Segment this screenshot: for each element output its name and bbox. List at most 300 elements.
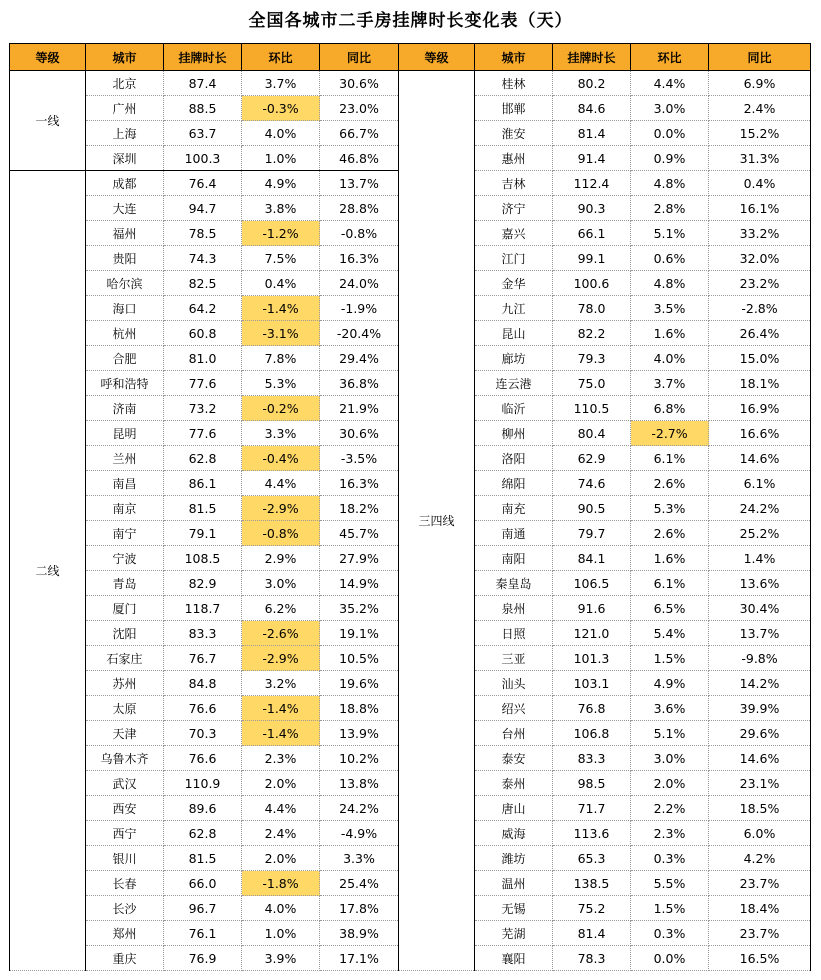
mom-cell: 3.6% bbox=[631, 696, 709, 721]
listing-days-cell: 84.1 bbox=[553, 546, 631, 571]
city-cell: 吉林 bbox=[475, 171, 553, 196]
city-cell: 泉州 bbox=[475, 596, 553, 621]
city-cell: 杭州 bbox=[86, 321, 164, 346]
city-cell: 呼和浩特 bbox=[86, 371, 164, 396]
city-cell: 洛阳 bbox=[475, 446, 553, 471]
mom-cell: 6.1% bbox=[631, 571, 709, 596]
city-cell: 邯郸 bbox=[475, 96, 553, 121]
yoy-cell: 6.9% bbox=[709, 71, 811, 96]
listing-days-cell: 94.7 bbox=[164, 196, 242, 221]
yoy-cell: 23.7% bbox=[709, 921, 811, 946]
yoy-cell: 16.1% bbox=[709, 196, 811, 221]
left-table bbox=[9, 43, 399, 971]
yoy-cell: 32.0% bbox=[709, 246, 811, 271]
mom-cell: 2.3% bbox=[242, 746, 320, 771]
city-cell: 深圳 bbox=[86, 146, 164, 171]
city-cell: 江门 bbox=[475, 246, 553, 271]
yoy-cell: 19.1% bbox=[320, 621, 399, 646]
city-cell: 银川 bbox=[86, 846, 164, 871]
city-cell: 合肥 bbox=[86, 346, 164, 371]
listing-days-cell: 82.9 bbox=[164, 571, 242, 596]
listing-days-cell: 74.6 bbox=[553, 471, 631, 496]
yoy-cell: 15.0% bbox=[709, 346, 811, 371]
listing-days-cell: 118.7 bbox=[164, 596, 242, 621]
city-cell: 桂林 bbox=[475, 71, 553, 96]
yoy-cell: 23.0% bbox=[320, 96, 399, 121]
listing-days-cell: 78.3 bbox=[553, 946, 631, 971]
yoy-cell: 21.9% bbox=[320, 396, 399, 421]
city-cell: 西宁 bbox=[86, 821, 164, 846]
header-yoy: 同比 bbox=[709, 44, 811, 71]
city-cell: 大连 bbox=[86, 196, 164, 221]
mom-cell: 1.6% bbox=[631, 321, 709, 346]
city-cell: 上海 bbox=[86, 121, 164, 146]
city-cell: 南京 bbox=[86, 496, 164, 521]
listing-days-cell: 81.5 bbox=[164, 846, 242, 871]
city-cell: 连云港 bbox=[475, 371, 553, 396]
mom-cell: 1.5% bbox=[631, 646, 709, 671]
yoy-cell: 24.0% bbox=[320, 271, 399, 296]
mom-cell: 2.0% bbox=[631, 771, 709, 796]
level-cell: 二线 bbox=[10, 171, 86, 971]
listing-days-cell: 88.5 bbox=[164, 96, 242, 121]
city-cell: 长沙 bbox=[86, 896, 164, 921]
listing-days-cell: 65.3 bbox=[553, 846, 631, 871]
yoy-cell: 6.1% bbox=[709, 471, 811, 496]
mom-cell: 2.0% bbox=[242, 846, 320, 871]
mom-cell: -1.4% bbox=[242, 721, 320, 746]
listing-days-cell: 75.2 bbox=[553, 896, 631, 921]
listing-days-cell: 101.3 bbox=[553, 646, 631, 671]
listing-days-cell: 86.1 bbox=[164, 471, 242, 496]
listing-days-cell: 87.4 bbox=[164, 71, 242, 96]
listing-days-cell: 100.3 bbox=[164, 146, 242, 171]
yoy-cell: 36.8% bbox=[320, 371, 399, 396]
mom-cell: -1.8% bbox=[242, 871, 320, 896]
listing-days-cell: 90.3 bbox=[553, 196, 631, 221]
mom-cell: -1.4% bbox=[242, 296, 320, 321]
listing-days-cell: 79.3 bbox=[553, 346, 631, 371]
listing-days-cell: 62.9 bbox=[553, 446, 631, 471]
yoy-cell: 3.3% bbox=[320, 846, 399, 871]
mom-cell: 2.9% bbox=[242, 546, 320, 571]
mom-cell: 2.0% bbox=[242, 771, 320, 796]
mom-cell: 3.9% bbox=[242, 946, 320, 971]
yoy-cell: 14.2% bbox=[709, 671, 811, 696]
yoy-cell: 45.7% bbox=[320, 521, 399, 546]
city-cell: 日照 bbox=[475, 621, 553, 646]
mom-cell: -0.2% bbox=[242, 396, 320, 421]
city-cell: 青岛 bbox=[86, 571, 164, 596]
city-cell: 柳州 bbox=[475, 421, 553, 446]
mom-cell: -0.8% bbox=[242, 521, 320, 546]
listing-days-cell: 83.3 bbox=[553, 746, 631, 771]
mom-cell: -3.1% bbox=[242, 321, 320, 346]
mom-cell: 3.5% bbox=[631, 296, 709, 321]
listing-days-cell: 79.7 bbox=[553, 521, 631, 546]
city-cell: 郑州 bbox=[86, 921, 164, 946]
listing-days-cell: 76.7 bbox=[164, 646, 242, 671]
mom-cell: 5.1% bbox=[631, 221, 709, 246]
mom-cell: 4.8% bbox=[631, 271, 709, 296]
yoy-cell: 23.7% bbox=[709, 871, 811, 896]
yoy-cell: 13.7% bbox=[709, 621, 811, 646]
mom-cell: 2.2% bbox=[631, 796, 709, 821]
header-listing-days: 挂牌时长 bbox=[553, 44, 631, 71]
listing-days-cell: 80.4 bbox=[553, 421, 631, 446]
yoy-cell: 38.9% bbox=[320, 921, 399, 946]
city-cell: 三亚 bbox=[475, 646, 553, 671]
listing-days-cell: 98.5 bbox=[553, 771, 631, 796]
yoy-cell: 13.9% bbox=[320, 721, 399, 746]
header-city: 城市 bbox=[475, 44, 553, 71]
yoy-cell: 29.6% bbox=[709, 721, 811, 746]
mom-cell: 4.9% bbox=[242, 171, 320, 196]
mom-cell: 4.8% bbox=[631, 171, 709, 196]
yoy-cell: 23.2% bbox=[709, 271, 811, 296]
listing-days-cell: 64.2 bbox=[164, 296, 242, 321]
yoy-cell: 30.6% bbox=[320, 421, 399, 446]
mom-cell: 3.0% bbox=[242, 571, 320, 596]
listing-days-cell: 110.9 bbox=[164, 771, 242, 796]
yoy-cell: 18.5% bbox=[709, 796, 811, 821]
city-cell: 金华 bbox=[475, 271, 553, 296]
yoy-cell: 15.2% bbox=[709, 121, 811, 146]
city-cell: 沈阳 bbox=[86, 621, 164, 646]
yoy-cell: -0.8% bbox=[320, 221, 399, 246]
mom-cell: 5.3% bbox=[242, 371, 320, 396]
mom-cell: 2.3% bbox=[631, 821, 709, 846]
city-cell: 绍兴 bbox=[475, 696, 553, 721]
level-cell: 一线 bbox=[10, 71, 86, 171]
city-cell: 海口 bbox=[86, 296, 164, 321]
mom-cell: 3.0% bbox=[631, 96, 709, 121]
mom-cell: 2.6% bbox=[631, 471, 709, 496]
mom-cell: 3.7% bbox=[631, 371, 709, 396]
yoy-cell: 10.5% bbox=[320, 646, 399, 671]
city-cell: 石家庄 bbox=[86, 646, 164, 671]
city-cell: 宁波 bbox=[86, 546, 164, 571]
listing-days-cell: 76.6 bbox=[164, 746, 242, 771]
page-title: 全国各城市二手房挂牌时长变化表（天） bbox=[248, 11, 573, 31]
yoy-cell: 14.6% bbox=[709, 446, 811, 471]
city-cell: 重庆 bbox=[86, 946, 164, 971]
listing-days-cell: 138.5 bbox=[553, 871, 631, 896]
city-cell: 南通 bbox=[475, 521, 553, 546]
yoy-cell: -1.9% bbox=[320, 296, 399, 321]
yoy-cell: 31.3% bbox=[709, 146, 811, 171]
city-cell: 无锡 bbox=[475, 896, 553, 921]
city-cell: 南宁 bbox=[86, 521, 164, 546]
header-level: 等级 bbox=[399, 44, 475, 71]
mom-cell: 0.3% bbox=[631, 846, 709, 871]
table-header-row bbox=[399, 44, 811, 71]
city-cell: 台州 bbox=[475, 721, 553, 746]
listing-days-cell: 121.0 bbox=[553, 621, 631, 646]
city-cell: 绵阳 bbox=[475, 471, 553, 496]
city-cell: 芜湖 bbox=[475, 921, 553, 946]
mom-cell: 3.0% bbox=[631, 746, 709, 771]
mom-cell: 0.9% bbox=[631, 146, 709, 171]
listing-days-cell: 82.2 bbox=[553, 321, 631, 346]
yoy-cell: 66.7% bbox=[320, 121, 399, 146]
mom-cell: 5.5% bbox=[631, 871, 709, 896]
yoy-cell: 25.2% bbox=[709, 521, 811, 546]
city-cell: 成都 bbox=[86, 171, 164, 196]
yoy-cell: 0.4% bbox=[709, 171, 811, 196]
city-cell: 昆山 bbox=[475, 321, 553, 346]
yoy-cell: 1.4% bbox=[709, 546, 811, 571]
yoy-cell: -4.9% bbox=[320, 821, 399, 846]
listing-days-cell: 106.8 bbox=[553, 721, 631, 746]
listing-days-cell: 74.3 bbox=[164, 246, 242, 271]
city-cell: 九江 bbox=[475, 296, 553, 321]
city-cell: 南充 bbox=[475, 496, 553, 521]
city-cell: 嘉兴 bbox=[475, 221, 553, 246]
listing-days-cell: 70.3 bbox=[164, 721, 242, 746]
mom-cell: 4.9% bbox=[631, 671, 709, 696]
city-cell: 武汉 bbox=[86, 771, 164, 796]
city-cell: 兰州 bbox=[86, 446, 164, 471]
city-cell: 西安 bbox=[86, 796, 164, 821]
yoy-cell: 39.9% bbox=[709, 696, 811, 721]
header-mom: 环比 bbox=[631, 44, 709, 71]
header-yoy: 同比 bbox=[320, 44, 399, 71]
mom-cell: 4.0% bbox=[631, 346, 709, 371]
yoy-cell: 4.2% bbox=[709, 846, 811, 871]
mom-cell: -2.9% bbox=[242, 496, 320, 521]
mom-cell: 5.3% bbox=[631, 496, 709, 521]
listing-days-cell: 62.8 bbox=[164, 821, 242, 846]
mom-cell: 3.2% bbox=[242, 671, 320, 696]
right-table bbox=[398, 43, 811, 971]
mom-cell: 1.0% bbox=[242, 921, 320, 946]
yoy-cell: 10.2% bbox=[320, 746, 399, 771]
yoy-cell: 18.4% bbox=[709, 896, 811, 921]
listing-days-cell: 60.8 bbox=[164, 321, 242, 346]
mom-cell: 3.7% bbox=[242, 71, 320, 96]
mom-cell: 6.8% bbox=[631, 396, 709, 421]
yoy-cell: 18.8% bbox=[320, 696, 399, 721]
listing-days-cell: 91.6 bbox=[553, 596, 631, 621]
yoy-cell: -9.8% bbox=[709, 646, 811, 671]
listing-days-cell: 100.6 bbox=[553, 271, 631, 296]
city-cell: 廊坊 bbox=[475, 346, 553, 371]
city-cell: 淮安 bbox=[475, 121, 553, 146]
listing-days-cell: 83.3 bbox=[164, 621, 242, 646]
listing-days-cell: 71.7 bbox=[553, 796, 631, 821]
listing-days-cell: 113.6 bbox=[553, 821, 631, 846]
yoy-cell: 16.5% bbox=[709, 946, 811, 971]
yoy-cell: 30.4% bbox=[709, 596, 811, 621]
listing-days-cell: 90.5 bbox=[553, 496, 631, 521]
yoy-cell: 17.8% bbox=[320, 896, 399, 921]
yoy-cell: 26.4% bbox=[709, 321, 811, 346]
mom-cell: 2.4% bbox=[242, 821, 320, 846]
listing-days-cell: 78.0 bbox=[553, 296, 631, 321]
yoy-cell: 18.1% bbox=[709, 371, 811, 396]
mom-cell: 0.3% bbox=[631, 921, 709, 946]
listing-days-cell: 81.4 bbox=[553, 121, 631, 146]
yoy-cell: 23.1% bbox=[709, 771, 811, 796]
yoy-cell: 6.0% bbox=[709, 821, 811, 846]
yoy-cell: 13.8% bbox=[320, 771, 399, 796]
listing-days-cell: 99.1 bbox=[553, 246, 631, 271]
yoy-cell: 27.9% bbox=[320, 546, 399, 571]
yoy-cell: 35.2% bbox=[320, 596, 399, 621]
city-cell: 厦门 bbox=[86, 596, 164, 621]
yoy-cell: 14.6% bbox=[709, 746, 811, 771]
listing-days-cell: 112.4 bbox=[553, 171, 631, 196]
city-cell: 广州 bbox=[86, 96, 164, 121]
listing-days-cell: 108.5 bbox=[164, 546, 242, 571]
mom-cell: -2.7% bbox=[631, 421, 709, 446]
yoy-cell: 28.8% bbox=[320, 196, 399, 221]
mom-cell: 4.4% bbox=[242, 471, 320, 496]
city-cell: 泰州 bbox=[475, 771, 553, 796]
city-cell: 南昌 bbox=[86, 471, 164, 496]
mom-cell: 4.0% bbox=[242, 121, 320, 146]
listing-days-cell: 78.5 bbox=[164, 221, 242, 246]
city-cell: 福州 bbox=[86, 221, 164, 246]
header-listing-days: 挂牌时长 bbox=[164, 44, 242, 71]
listing-days-cell: 76.1 bbox=[164, 921, 242, 946]
city-cell: 苏州 bbox=[86, 671, 164, 696]
yoy-cell: 33.2% bbox=[709, 221, 811, 246]
mom-cell: 1.6% bbox=[631, 546, 709, 571]
city-cell: 济宁 bbox=[475, 196, 553, 221]
mom-cell: 6.5% bbox=[631, 596, 709, 621]
mom-cell: 3.3% bbox=[242, 421, 320, 446]
listing-days-cell: 81.0 bbox=[164, 346, 242, 371]
listing-days-cell: 91.4 bbox=[553, 146, 631, 171]
listing-days-cell: 73.2 bbox=[164, 396, 242, 421]
table-row bbox=[10, 71, 399, 96]
city-cell: 昆明 bbox=[86, 421, 164, 446]
mom-cell: 6.1% bbox=[631, 446, 709, 471]
yoy-cell: 17.1% bbox=[320, 946, 399, 971]
yoy-cell: -2.8% bbox=[709, 296, 811, 321]
listing-days-cell: 103.1 bbox=[553, 671, 631, 696]
city-cell: 天津 bbox=[86, 721, 164, 746]
mom-cell: 6.2% bbox=[242, 596, 320, 621]
city-cell: 秦皇岛 bbox=[475, 571, 553, 596]
listing-days-cell: 76.4 bbox=[164, 171, 242, 196]
listing-days-cell: 81.5 bbox=[164, 496, 242, 521]
mom-cell: -0.4% bbox=[242, 446, 320, 471]
listing-days-cell: 77.6 bbox=[164, 371, 242, 396]
mom-cell: 3.8% bbox=[242, 196, 320, 221]
city-cell: 潍坊 bbox=[475, 846, 553, 871]
yoy-cell: -3.5% bbox=[320, 446, 399, 471]
mom-cell: 4.4% bbox=[631, 71, 709, 96]
city-cell: 乌鲁木齐 bbox=[86, 746, 164, 771]
yoy-cell: 19.6% bbox=[320, 671, 399, 696]
yoy-cell: 13.7% bbox=[320, 171, 399, 196]
mom-cell: 1.0% bbox=[242, 146, 320, 171]
listing-days-cell: 66.1 bbox=[553, 221, 631, 246]
mom-cell: 5.4% bbox=[631, 621, 709, 646]
level-cell: 三四线 bbox=[399, 71, 475, 971]
header-mom: 环比 bbox=[242, 44, 320, 71]
header-level: 等级 bbox=[10, 44, 86, 71]
listing-days-cell: 77.6 bbox=[164, 421, 242, 446]
city-cell: 惠州 bbox=[475, 146, 553, 171]
city-cell: 济南 bbox=[86, 396, 164, 421]
listing-days-cell: 76.6 bbox=[164, 696, 242, 721]
city-cell: 襄阳 bbox=[475, 946, 553, 971]
listing-days-cell: 110.5 bbox=[553, 396, 631, 421]
city-cell: 临沂 bbox=[475, 396, 553, 421]
mom-cell: -1.2% bbox=[242, 221, 320, 246]
yoy-cell: 46.8% bbox=[320, 146, 399, 171]
mom-cell: 0.0% bbox=[631, 946, 709, 971]
city-cell: 北京 bbox=[86, 71, 164, 96]
listing-days-cell: 96.7 bbox=[164, 896, 242, 921]
mom-cell: -1.4% bbox=[242, 696, 320, 721]
mom-cell: -2.9% bbox=[242, 646, 320, 671]
mom-cell: 0.0% bbox=[631, 121, 709, 146]
listing-days-cell: 81.4 bbox=[553, 921, 631, 946]
city-cell: 泰安 bbox=[475, 746, 553, 771]
mom-cell: 7.5% bbox=[242, 246, 320, 271]
listing-days-cell: 89.6 bbox=[164, 796, 242, 821]
city-cell: 唐山 bbox=[475, 796, 553, 821]
city-cell: 南阳 bbox=[475, 546, 553, 571]
mom-cell: 1.5% bbox=[631, 896, 709, 921]
yoy-cell: 16.6% bbox=[709, 421, 811, 446]
listing-days-cell: 106.5 bbox=[553, 571, 631, 596]
listing-days-cell: 79.1 bbox=[164, 521, 242, 546]
city-cell: 温州 bbox=[475, 871, 553, 896]
yoy-cell: 24.2% bbox=[709, 496, 811, 521]
yoy-cell: 16.3% bbox=[320, 471, 399, 496]
yoy-cell: 2.4% bbox=[709, 96, 811, 121]
city-cell: 长春 bbox=[86, 871, 164, 896]
table-header-row bbox=[10, 44, 399, 71]
mom-cell: 2.6% bbox=[631, 521, 709, 546]
city-cell: 哈尔滨 bbox=[86, 271, 164, 296]
yoy-cell: 18.2% bbox=[320, 496, 399, 521]
listing-days-cell: 80.2 bbox=[553, 71, 631, 96]
mom-cell: 2.8% bbox=[631, 196, 709, 221]
listing-days-cell: 82.5 bbox=[164, 271, 242, 296]
city-cell: 汕头 bbox=[475, 671, 553, 696]
yoy-cell: 16.9% bbox=[709, 396, 811, 421]
city-cell: 太原 bbox=[86, 696, 164, 721]
mom-cell: 0.4% bbox=[242, 271, 320, 296]
table-row bbox=[399, 71, 811, 96]
mom-cell: 4.4% bbox=[242, 796, 320, 821]
listing-days-cell: 84.6 bbox=[553, 96, 631, 121]
listing-days-cell: 76.8 bbox=[553, 696, 631, 721]
listing-days-cell: 75.0 bbox=[553, 371, 631, 396]
mom-cell: 5.1% bbox=[631, 721, 709, 746]
yoy-cell: -20.4% bbox=[320, 321, 399, 346]
yoy-cell: 29.4% bbox=[320, 346, 399, 371]
listing-days-cell: 76.9 bbox=[164, 946, 242, 971]
listing-days-cell: 66.0 bbox=[164, 871, 242, 896]
listing-days-cell: 63.7 bbox=[164, 121, 242, 146]
yoy-cell: 13.6% bbox=[709, 571, 811, 596]
yoy-cell: 16.3% bbox=[320, 246, 399, 271]
mom-cell: 0.6% bbox=[631, 246, 709, 271]
yoy-cell: 25.4% bbox=[320, 871, 399, 896]
header-city: 城市 bbox=[86, 44, 164, 71]
table-row bbox=[10, 171, 399, 196]
mom-cell: -0.3% bbox=[242, 96, 320, 121]
yoy-cell: 24.2% bbox=[320, 796, 399, 821]
